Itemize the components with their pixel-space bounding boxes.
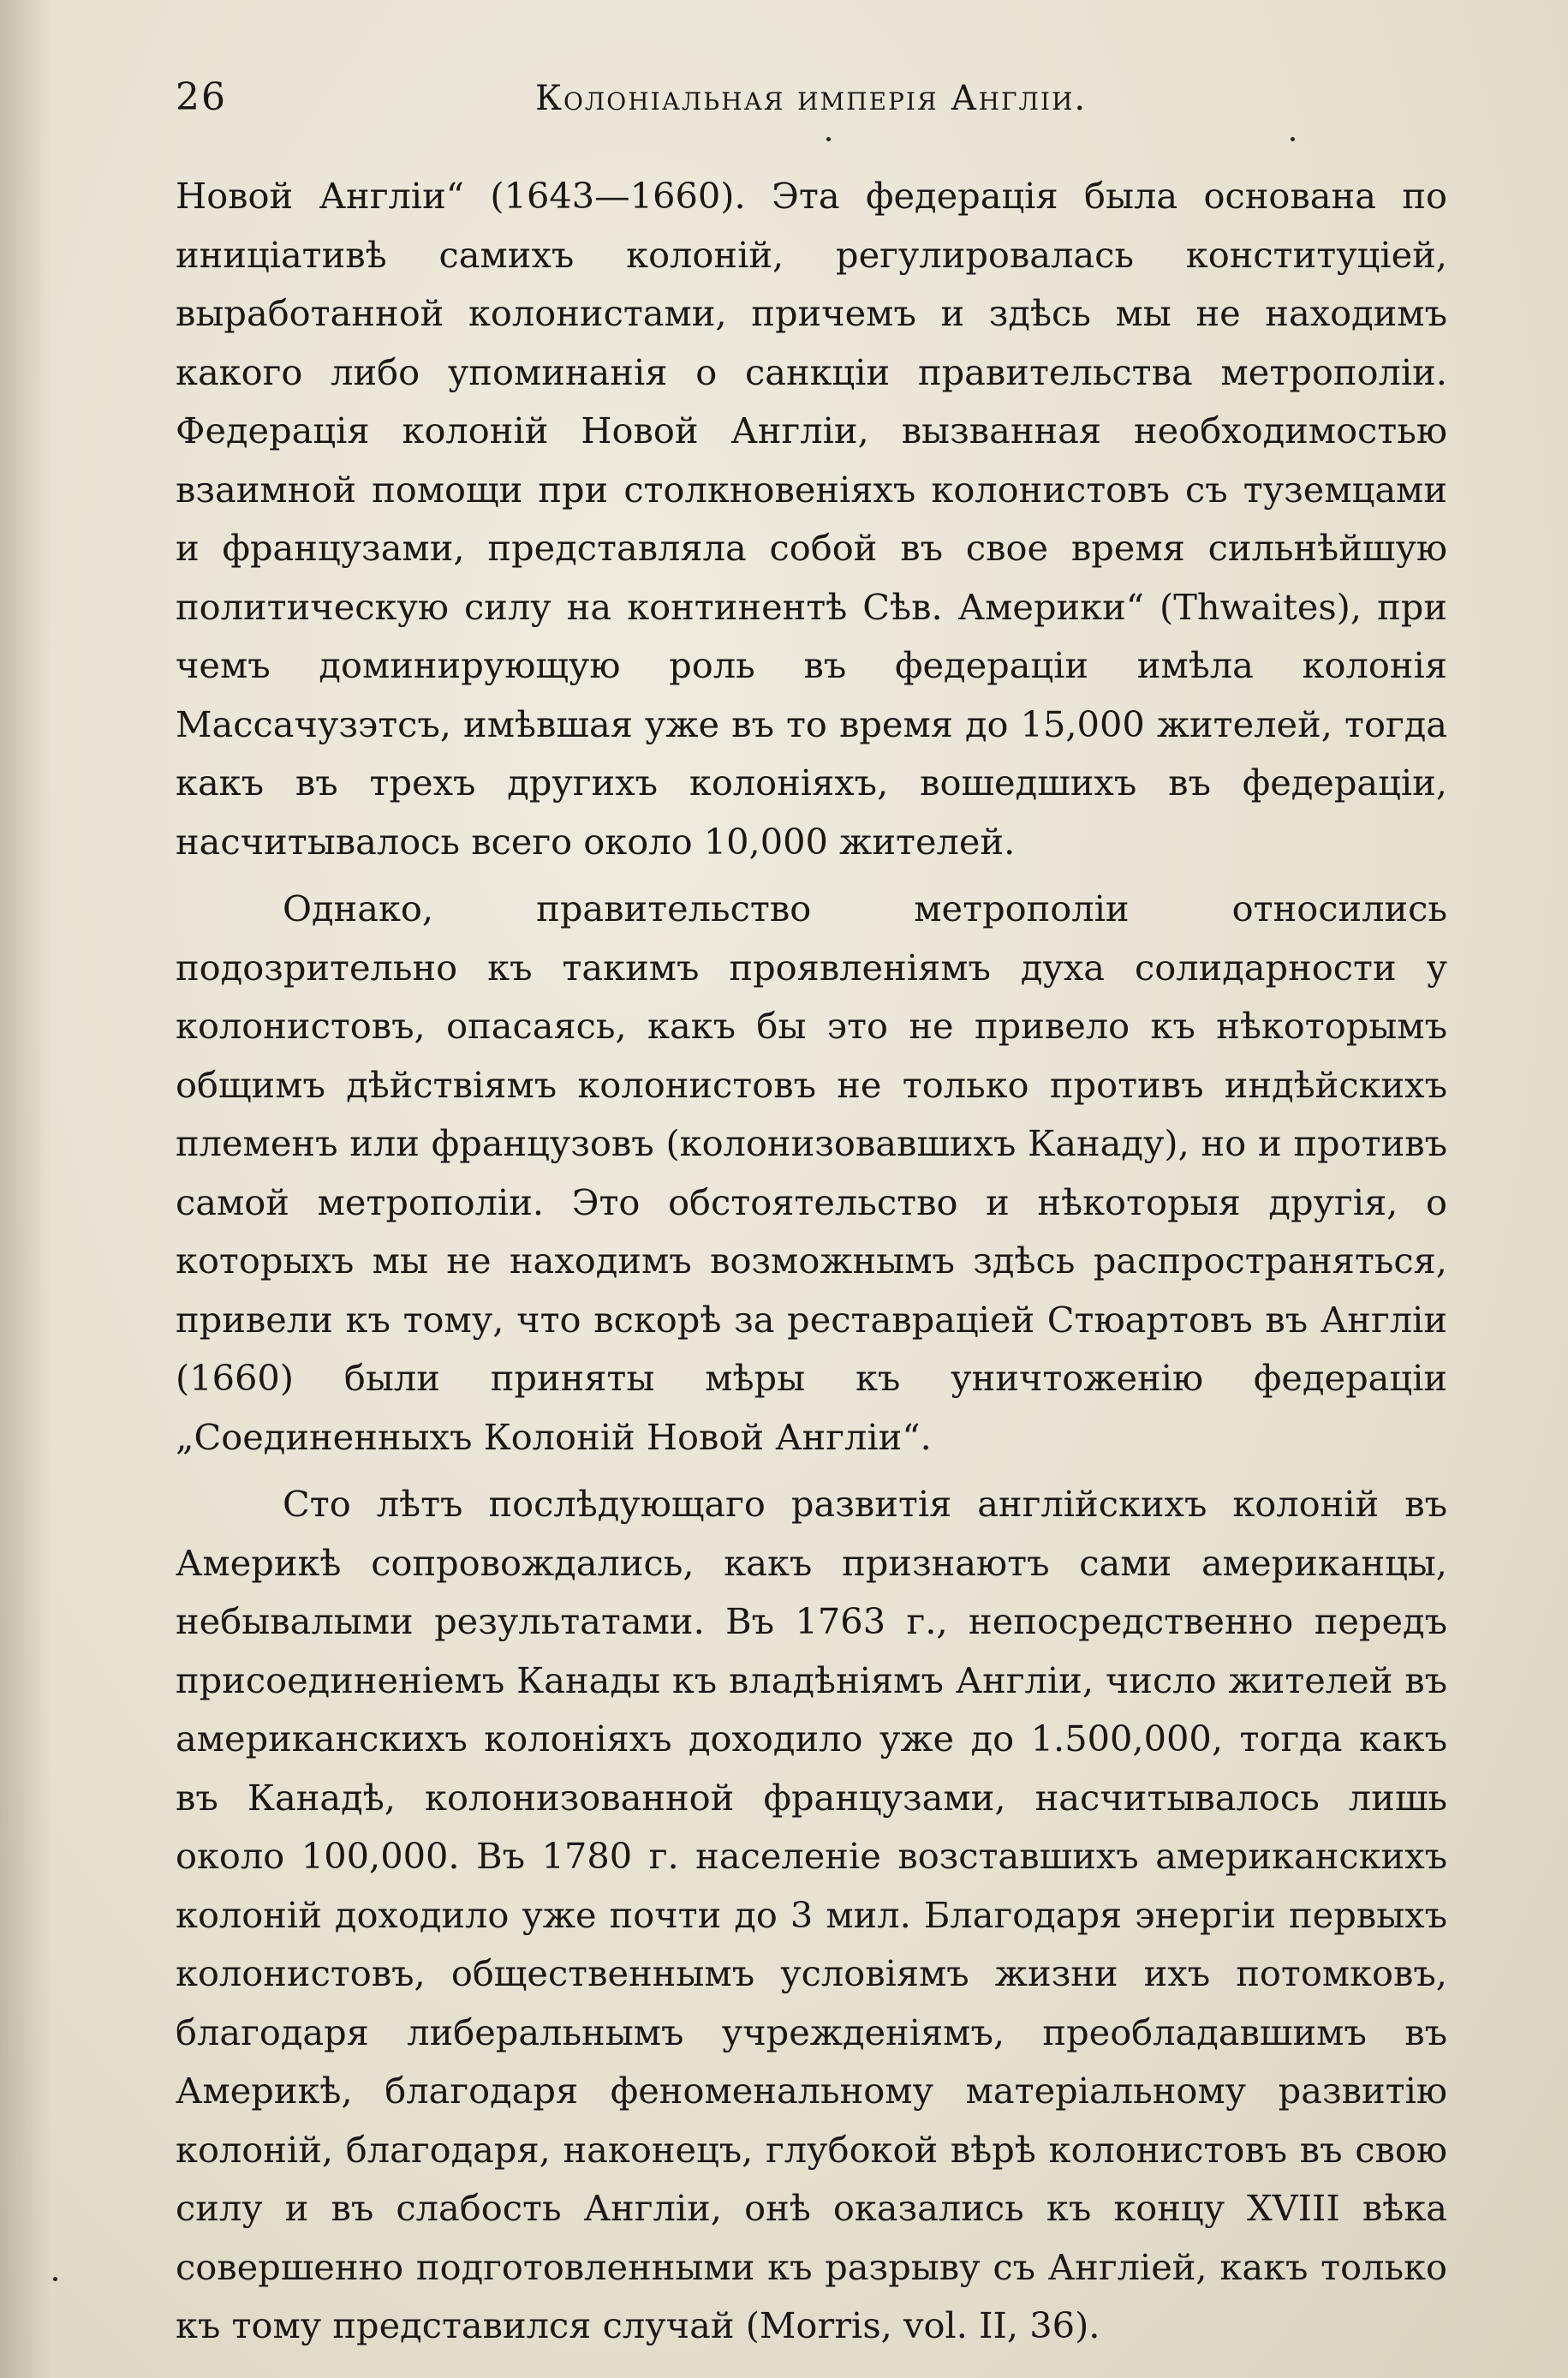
print-speck (1291, 137, 1295, 141)
page-number: 26 (176, 75, 227, 119)
body-text (176, 167, 1447, 2356)
paragraph-2: Однако, правительство метрополіи относились подозрительно къ такимъ проявленіямъ духа солидарности у колонистовъ, опасаясь, какъ бы это не привело къ нѣкоторымъ общимъ дѣйствіямъ колонистовъ не только противъ индѣйскихъ племенъ или французовъ (колонизовавшихъ Канаду), но и противъ самой метрополіи. Это обстоятельство и нѣкоторыя другія, о которыхъ мы не находимъ возможнымъ здѣсь распространяться, привели къ тому, что вскорѣ за реставраціей Стюартовъ въ Англіи (1660) были приняты мѣры къ уничтоженію федераціи „Соединенныхъ Колоній Новой Англіи“. (176, 887, 1447, 1458)
print-speck (826, 137, 831, 141)
paragraph-3: Сто лѣтъ послѣдующаго развитія англійскихъ колоній въ Америкѣ сопровождались, какъ признаютъ сами американцы, небывалыми результатами. Въ 1763 г., непосредственно передъ присоединеніемъ Канады къ владѣніямъ Англіи, число жителей въ американскихъ колоніяхъ доходило уже до 1.500,000, тогда какъ въ Канадѣ, колонизованной французами, насчитывалось лишь около 100,000. Въ 1780 г. населеніе возставшихъ американскихъ колоній доходило уже почти до 3 мил. Благодаря энергіи первыхъ колонистовъ, общественнымъ условіямъ жизни ихъ потомковъ, благодаря либеральнымъ учрежденіямъ, преобладавшимъ въ Америкѣ, благодаря феноменальному матеріальному развитію колоній, благодаря, наконецъ, глубокой вѣрѣ колонистовъ въ свою силу и въ слабость Англіи, онѣ оказались къ концу XVIII вѣка совершенно подготовленными къ разрыву съ Англіей, какъ только къ тому представился случай (Morris, vol. II, 36). (176, 1483, 1447, 2346)
page-edge-shadow (0, 0, 51, 2378)
page-header (176, 75, 1443, 127)
paragraph-1: Новой Англіи“ (1643—1660). Эта федерація была основана по иниціативѣ самихъ колоній, регулировалась конституціей, выработанной колонистами, причемъ и здѣсь мы не находимъ какого либо упоминанія о санкціи правительства метрополіи. Федерація колоній Новой Англіи, вызванная необходимостью взаимной помощи при столкновеніяхъ колонистовъ съ туземцами и французами, представляла собой въ свое время сильнѣйшую политическую силу на континентѣ Сѣв. Америки“ (Thwaites), при чемъ доминирующую роль въ федераціи имѣла колонія Массачузэтсъ, имѣвшая уже въ то время до 15,000 жителей, тогда какъ въ трехъ другихъ колоніяхъ, вошедшихъ въ федераціи, насчитывалось всего около 10,000 жителей. (176, 175, 1447, 863)
print-speck (53, 2277, 57, 2281)
running-title: Колоніальная имперія Англіи. (535, 79, 1088, 118)
